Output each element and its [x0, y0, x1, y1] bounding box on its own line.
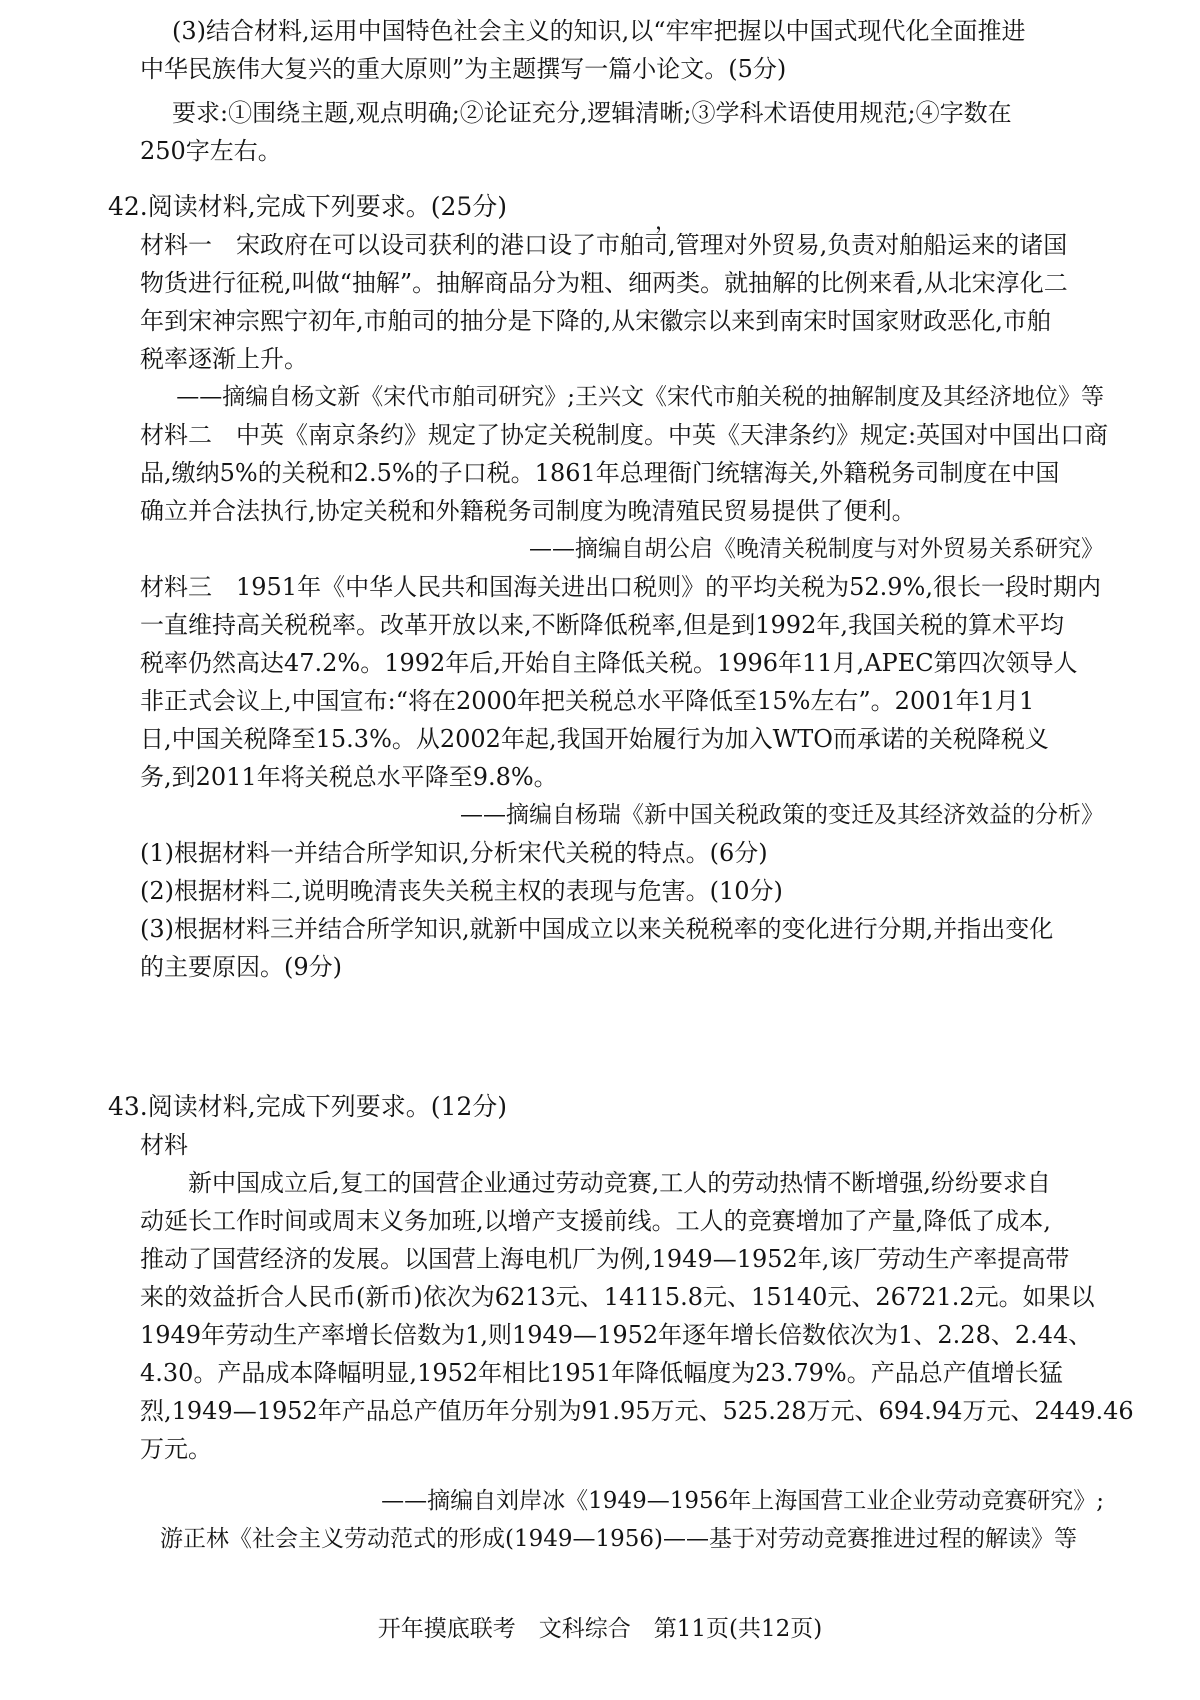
- q43-source-line-1: ——摘编自刘岸冰《1949—1956年上海国营工业企业劳动竞赛研究》;: [381, 1488, 1104, 1514]
- q43-material-line-2: 动延长工作时间或周末义务加班,以增产支援前线。工人的竞赛增加了产量,降低了成本,: [140, 1207, 1051, 1235]
- q42-material3-line-3: 税率仍然高达47.2%。1992年后,开始自主降低关税。1996年11月,APEC第四次领导人: [140, 649, 1078, 677]
- q43-source-line-2: 游正林《社会主义劳动范式的形成(1949—1956)——基于对劳动竞赛推进过程的解读》等: [160, 1526, 1078, 1552]
- q42-question-1: (1)根据材料一并结合所学知识,分析宋代关税的特点。(6分): [140, 839, 768, 867]
- q42-question-3-line-1: (3)根据材料三并结合所学知识,就新中国成立以来关税税率的变化进行分期,并指出变化: [140, 915, 1054, 943]
- q42-material1-line-1: 材料一 宋政府在可以设司获利的港口设了市舶司,管理对外贸易,负责对舶船运来的诸国: [140, 231, 1068, 259]
- q42-material3-line-4: 非正式会议上,中国宣布:“将在2000年把关税总水平降低至15%左右”。2001年1月1: [140, 687, 1035, 715]
- q43-material-label: 材料: [140, 1131, 188, 1159]
- q41-part3-line-1: (3)结合材料,运用中国特色社会主义的知识,以“牢牢把握以中国式现代化全面推进: [172, 17, 1026, 45]
- q43-material-line-5: 1949年劳动生产率增长倍数为1,则1949—1952年逐年增长倍数依次为1、2.28、2.44、: [140, 1321, 1093, 1349]
- q42-source3: ——摘编自杨瑞《新中国关税政策的变迁及其经济效益的分析》: [460, 802, 1104, 828]
- q42-question-3-line-2: 的主要原因。(9分): [140, 953, 342, 981]
- q43-heading: 43.阅读材料,完成下列要求。(12分): [108, 1092, 508, 1121]
- q42-source1: ——摘编自杨文新《宋代市舶司研究》;王兴文《宋代市舶关税的抽解制度及其经济地位》等: [176, 384, 1104, 410]
- q43-material-line-6: 4.30。产品成本降幅明显,1952年相比1951年降低幅度为23.79%。产品总产值增长猛: [140, 1359, 1063, 1387]
- q42-heading: 42.阅读材料,完成下列要求。(25分): [108, 192, 508, 221]
- q43-material-line-1: 新中国成立后,复工的国营企业通过劳动竞赛,工人的劳动热情不断增强,纷纷要求自: [140, 1169, 1051, 1197]
- q42-source2: ——摘编自胡公启《晚清关税制度与对外贸易关系研究》: [529, 536, 1104, 562]
- q43-material-line-4: 来的效益折合人民币(新币)依次为6213元、14115.8元、15140元、26721.2元。如果以: [140, 1283, 1095, 1311]
- q42-material1-line-3: 年到宋神宗熙宁初年,市舶司的抽分是下降的,从宋徽宗以来到南宋时国家财政恶化,市舶: [140, 307, 1051, 335]
- q43-material-line-8: 万元。: [140, 1435, 212, 1463]
- q43-material-line-7: 烈,1949—1952年产品总产值历年分别为91.95万元、525.28万元、694.94万元、2449.46: [140, 1397, 1134, 1425]
- q41-part3-line-2: 中华民族伟大复兴的重大原则”为主题撰写一篇小论文。(5分): [140, 55, 787, 83]
- q42-material3-line-5: 日,中国关税降至15.3%。从2002年起,我国开始履行为加入WTO而承诺的关税降税义: [140, 725, 1049, 753]
- q41-requirement-line-2: 250字左右。: [140, 137, 282, 165]
- q42-material1-line-2: 物货进行征税,叫做“抽解”。抽解商品分为粗、细两类。就抽解的比例来看,从北宋淳化二: [140, 269, 1068, 297]
- q42-material2-line-2: 品,缴纳5%的关税和2.5%的子口税。1861年总理衙门统辖海关,外籍税务司制度在中国: [140, 459, 1060, 487]
- q42-material2-line-3: 确立并合法执行,协定关税和外籍税务司制度为晚清殖民贸易提供了便利。: [140, 497, 916, 525]
- q43-material-line-3: 推动了国营经济的发展。以国营上海电机厂为例,1949—1952年,该厂劳动生产率提高带: [140, 1245, 1070, 1273]
- q41-requirement-line-1: 要求:①围绕主题,观点明确;②论证充分,逻辑清晰;③学科术语使用规范;④字数在: [172, 99, 1012, 127]
- page-footer: 开年摸底联考 文科综合 第11页(共12页): [377, 1616, 823, 1642]
- q42-material3-line-1: 材料三 1951年《中华人民共和国海关进出口税则》的平均关税为52.9%,很长一段时期内: [140, 573, 1101, 601]
- q42-material3-line-6: 务,到2011年将关税总水平降至9.8%。: [140, 763, 558, 791]
- q42-material3-line-2: 一直维持高关税税率。改革开放以来,不断降低税率,但是到1992年,我国关税的算术平均: [140, 611, 1064, 639]
- q42-material1-line-4: 税率逐渐上升。: [140, 345, 308, 373]
- q42-material2-line-1: 材料二 中英《南京条约》规定了协定关税制度。中英《天津条约》规定:英国对中国出口商: [140, 421, 1109, 449]
- q42-question-2: (2)根据材料二,说明晚清丧失关税主权的表现与危害。(10分): [140, 877, 783, 905]
- stray-mark: ，: [655, 210, 678, 235]
